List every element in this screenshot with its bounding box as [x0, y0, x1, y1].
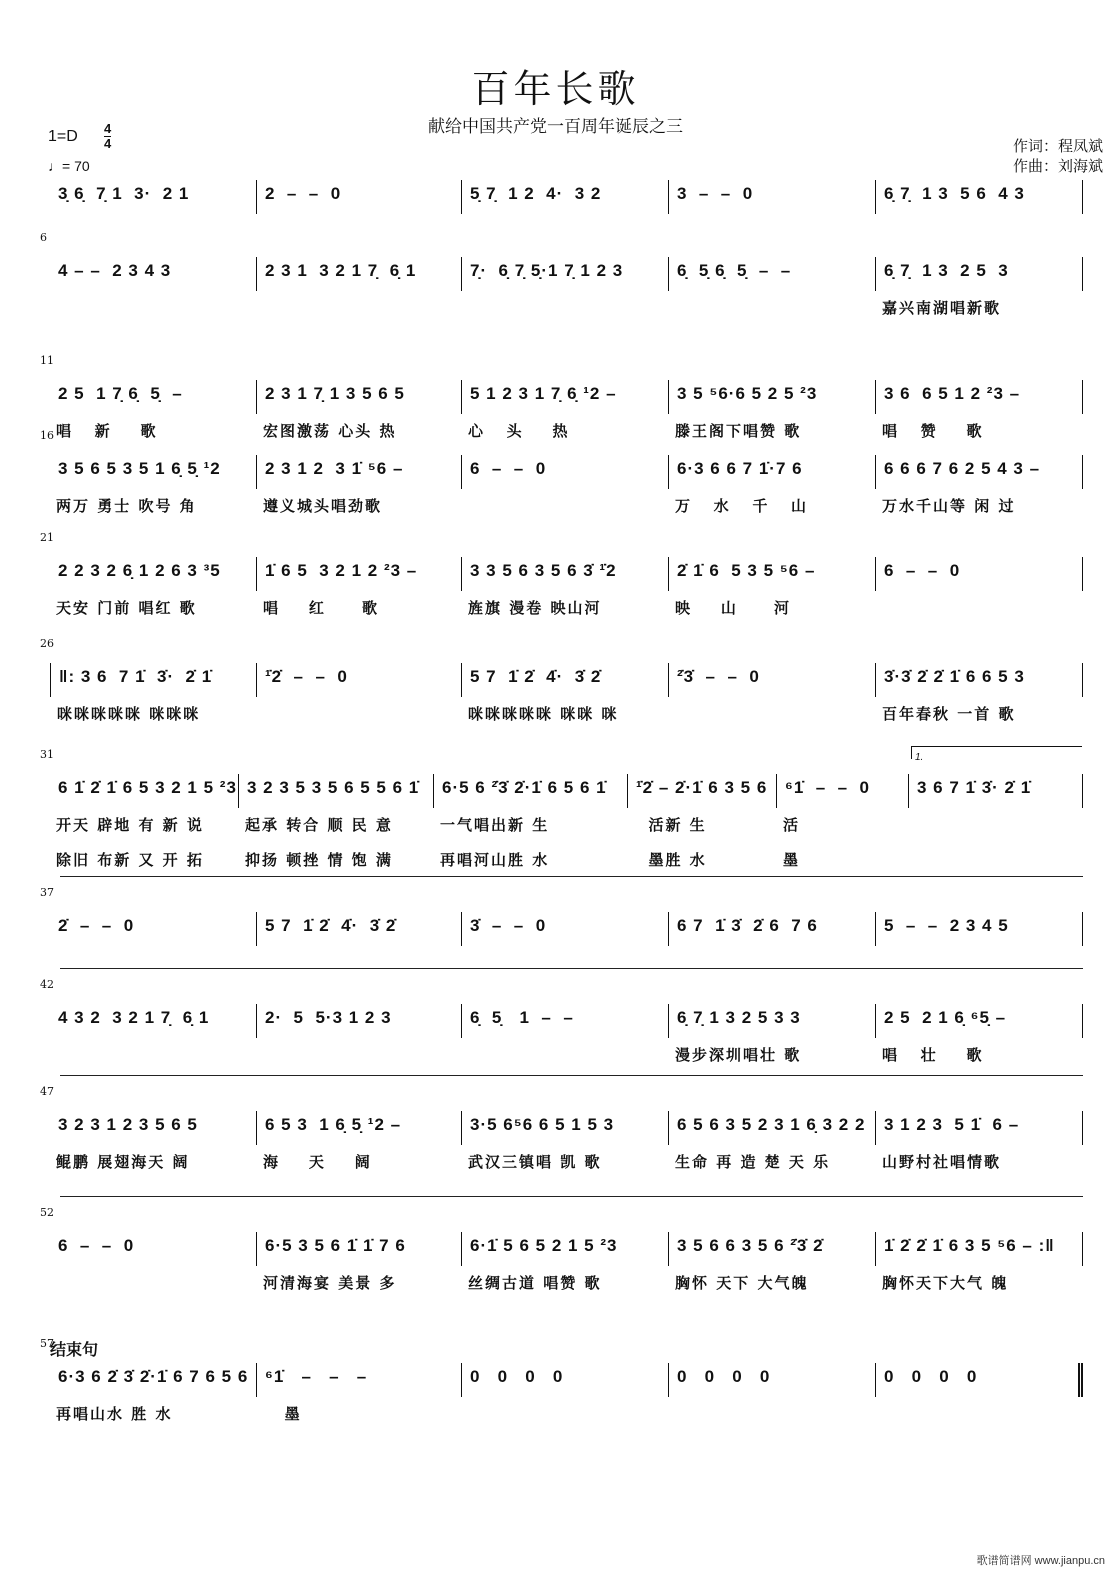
- lyric-verse-1: 开天 辟地 有 新 说: [56, 816, 204, 834]
- measure-notes: 2 3 1 3 2 1 7̣ 6̣ 1: [265, 261, 417, 280]
- measure-number: 57: [40, 1337, 54, 1350]
- measure-notes: 2̇ – – 0: [58, 916, 135, 935]
- measure: [256, 380, 461, 440]
- lyric-verse-1: 丝绸古道 唱赞 歌: [468, 1274, 602, 1292]
- measure-notes: 2 5 2 1 6̣ ⁶5̣ –: [884, 1008, 1007, 1027]
- measure: [875, 1363, 1083, 1397]
- volta-line: [60, 1196, 1083, 1197]
- measure: [50, 1004, 256, 1038]
- measure-number: 11: [40, 354, 54, 367]
- measure-notes: 3̇ – – 0: [470, 916, 547, 935]
- measure: [256, 1363, 461, 1423]
- measure: [875, 1004, 1083, 1064]
- lyric-verse-1: 咪咪咪咪咪 咪咪咪: [57, 705, 201, 723]
- measure-notes: 1̇ 2̇ 2̇ 1̇ 6 3 5 ⁵6 – :‖: [884, 1236, 1055, 1255]
- measure-notes: 5 1 2 3 1 7̣ 6̣ ¹2 –: [470, 384, 617, 403]
- measure: [50, 455, 256, 515]
- measure-notes: 6 1̇ 2̇ 1̇ 6 5 3 2 1 5 ²3: [58, 778, 237, 797]
- measure: [256, 257, 461, 291]
- measure: [668, 1232, 875, 1292]
- lyric-verse-1: 宏图激荡 心头 热: [263, 422, 397, 440]
- measure-notes: 3 – – 0: [677, 184, 754, 203]
- measure: [461, 455, 668, 489]
- measure-notes: 3̇·3̇ 2̇ 2̇ 1̇ 6 6 5 3: [884, 667, 1025, 686]
- measure: [50, 257, 256, 291]
- measure-number: 31: [40, 748, 54, 761]
- lyric-verse-1: 海 天 阔: [263, 1153, 372, 1171]
- measure: [668, 557, 875, 617]
- lyric-verse-1: 百年春秋 一首 歌: [882, 705, 1016, 723]
- lyric-verse-1: 咪咪咪咪咪 咪咪 咪: [468, 705, 619, 723]
- measure-notes: 3 5 6 5 3 5 1 6̣ 5̣ ¹2: [58, 459, 221, 478]
- measure: [461, 663, 668, 723]
- site-watermark: 歌谱简谱网 www.jianpu.cn: [976, 1555, 1105, 1567]
- lyric-verse-1: 万 水 千 山: [675, 497, 808, 515]
- measure-notes: ⁶1̇ – – –: [265, 1367, 368, 1386]
- lyric-verse-1: 万水千山等 闲 过: [882, 497, 1016, 515]
- measure: [256, 557, 461, 617]
- volta-line: [60, 1075, 1083, 1076]
- measure-notes: 6 5 6 3 5 2 3 1 6̣ 3 2 2: [677, 1115, 866, 1134]
- staff-system: [0, 1337, 1111, 1423]
- measure-notes: 5 – – 2 3 4 5: [884, 916, 1009, 935]
- volta-line: [60, 876, 1083, 877]
- measure-notes: 6̣ 7̣ 1 3 2 5 3: [884, 261, 1009, 280]
- measure-notes: 6 7 1̇ 3̇ 2̇ 6 7 6: [677, 916, 818, 935]
- measure-notes: 5 7 1̇ 2̇ 4̇· 3̇ 2̇: [470, 667, 602, 686]
- measure: [50, 1232, 256, 1266]
- measure: [461, 1004, 668, 1038]
- measure: [50, 663, 256, 723]
- lyric-verse-1: 活: [783, 816, 801, 834]
- measure: [256, 912, 461, 946]
- lyric-verse-1: 一气唱出新 生: [440, 816, 550, 834]
- measure: [461, 912, 668, 946]
- volta-bracket: [911, 746, 1082, 763]
- lyric-verse-1: 武汉三镇唱 凯 歌: [468, 1153, 602, 1171]
- measure: [461, 1111, 668, 1171]
- measure-notes: 2 – – 0: [265, 184, 342, 203]
- time-signature-top: 4: [104, 121, 112, 136]
- staff-system: [0, 886, 1111, 952]
- measure-notes: 2· 5 5·3 1 2 3: [265, 1008, 392, 1027]
- measure-notes: 2 2 3 2 6̣ 1 2 6 3 ³5: [58, 561, 221, 580]
- measure-notes: 3̣ 6̣ 7̣ 1 3· 2 1: [58, 184, 190, 203]
- measure-notes: ¹̇2̇ – 2̇·1̇ 6 3 5 6: [636, 778, 768, 797]
- measure-notes: 7̣· 6̣ 7̣ 5̣·1 7̣ 1 2 3: [470, 261, 624, 280]
- measure: [50, 774, 238, 869]
- measure: [461, 1363, 668, 1397]
- measure-notes: 3 3 5 6 3 5 6 3̇ ¹̇2: [470, 561, 617, 580]
- measure-notes: 6̣ 5̣ 1 – –: [470, 1008, 574, 1027]
- measure: [50, 380, 256, 440]
- lyric-verse-1: 起承 转合 顺 民 意: [245, 816, 393, 834]
- measure-notes: 1̇ 6 5 3 2 1 2 ²3 –: [265, 561, 418, 580]
- lyric-verse-1: 山野村社唱情歌: [882, 1153, 1002, 1171]
- measure-notes: ²̇3̇ – – 0: [677, 667, 760, 686]
- measure-notes: 0 0 0 0: [884, 1367, 978, 1386]
- measure: [50, 557, 256, 617]
- measure: [875, 257, 1083, 317]
- measure: [668, 663, 875, 697]
- lyric-verse-1: 唱 壮 歌: [882, 1046, 984, 1064]
- time-signature: [104, 122, 111, 151]
- measure: [875, 1232, 1083, 1292]
- measure-notes: 2 3 1 2 3 1̇ ⁵6 –: [265, 459, 404, 478]
- lyric-verse-1: 遵义城头唱劲歌: [263, 497, 383, 515]
- lyric-verse-2: 再唱河山胜 水: [440, 851, 550, 869]
- measure-notes: 3 1 2 3 5 1̇ 6 –: [884, 1115, 1020, 1134]
- measure-number: 21: [40, 531, 54, 544]
- time-signature-bottom: 4: [104, 136, 112, 151]
- measure-notes: 3·5 6⁵6 6 5 1 5 3: [470, 1115, 615, 1134]
- measure: [461, 557, 668, 617]
- lyric-verse-1: 活新 生: [634, 816, 707, 834]
- lyric-verse-1: 心 头 热: [468, 422, 570, 440]
- page-title: 百年长歌: [471, 67, 640, 111]
- composer: 作曲：刘海斌: [1012, 157, 1103, 175]
- measure: [461, 380, 668, 440]
- measure: [256, 455, 461, 515]
- staff-system: [0, 531, 1111, 617]
- measure-notes: 0 0 0 0: [677, 1367, 771, 1386]
- measure: [668, 912, 875, 946]
- staff-system: [0, 1085, 1111, 1171]
- measure: [875, 380, 1083, 440]
- measure-notes: 6̣ 7̣ 1 3 5 6 4 3: [884, 184, 1025, 203]
- measure-notes: 2̇ 1̇ 6 5 3 5 ⁵6 –: [677, 561, 816, 580]
- measure-notes: 6·5 6 ²̇3̇ 2̇·1̇ 6 5 6 1̇: [442, 778, 607, 797]
- measure-notes: ¹̇2̇ – – 0: [265, 667, 348, 686]
- measure-number: 42: [40, 978, 54, 991]
- lyric-verse-1: 唱 红 歌: [263, 599, 379, 617]
- measure: [668, 180, 875, 214]
- measure-notes: 5̣ 7̣ 1 2 4· 3 2: [470, 184, 602, 203]
- measure-notes: 3 2 3 1 2 3 5 6 5: [58, 1115, 198, 1134]
- measure: [50, 912, 256, 946]
- measure: [50, 180, 256, 214]
- measure-notes: 4 3 2 3 2 1 7̣ 6̣ 1: [58, 1008, 210, 1027]
- measure: [668, 455, 875, 515]
- lyric-verse-1: 河清海宴 美景 多: [263, 1274, 397, 1292]
- measure-notes: 3 6 7 1̇ 3̇· 2̇ 1̇: [917, 778, 1032, 797]
- measure: [668, 257, 875, 291]
- measure-notes: ‖: 3 6 7 1̇ 3̇· 2̇ 1̇: [59, 667, 213, 686]
- measure-number: 52: [40, 1206, 54, 1219]
- measure: [256, 180, 461, 214]
- tempo-marking: ♩= 70: [48, 158, 90, 174]
- staff-system: [0, 1206, 1111, 1292]
- measure-notes: 0 0 0 0: [470, 1367, 564, 1386]
- measure: [875, 180, 1083, 214]
- measure: [668, 380, 875, 440]
- lyric-verse-2: 抑扬 顿挫 情 饱 满: [245, 851, 393, 869]
- lyric-verse-1: 胸怀天下大气 魄: [882, 1274, 1009, 1292]
- measure: [668, 1004, 875, 1064]
- measure-number: 37: [40, 886, 54, 899]
- lyric-verse-1: 唱 赞 歌: [882, 422, 984, 440]
- volta-line: [60, 968, 1083, 969]
- lyric-verse-2: 墨胜 水: [634, 851, 707, 869]
- measure-notes: 4 – – 2 3 4 3: [58, 261, 172, 280]
- measure-notes: 5 7 1̇ 2̇ 4̇· 3̇ 2̇: [265, 916, 397, 935]
- measure-notes: 6·5 3 5 6 1̇ 1̇ 7 6: [265, 1236, 406, 1255]
- lyric-verse-1: 再唱山水 胜 水: [56, 1405, 173, 1423]
- staff-system: [0, 748, 1111, 869]
- measure: [908, 752, 1083, 808]
- measure: [461, 180, 668, 214]
- measure-notes: ⁶1̇ – – 0: [785, 778, 870, 797]
- measure-notes: 6·3 6 2̇ 3̇ 2̇·1̇ 6 7 6 5 6: [58, 1367, 249, 1386]
- lyric-verse-1: 生命 再 造 楚 天 乐: [675, 1153, 831, 1171]
- lyricist: 作词：程凤斌: [1012, 137, 1103, 155]
- staff-system: [0, 180, 1111, 220]
- measure: [461, 257, 668, 291]
- lyric-verse-1: 两万 勇士 吹号 角: [56, 497, 197, 515]
- lyric-verse-1: 漫步深圳唱壮 歌: [675, 1046, 802, 1064]
- measure: [50, 1363, 256, 1423]
- measure: [461, 1232, 668, 1292]
- measure: [238, 774, 433, 869]
- measure-notes: 6 5 3 1 6̣ 5̣ ¹2 –: [265, 1115, 402, 1134]
- measure: [875, 912, 1083, 946]
- measure-number: 6: [40, 231, 47, 244]
- measure-notes: 6 – – 0: [470, 459, 547, 478]
- measure: [627, 774, 776, 869]
- measure-notes: 6̣ 7̣ 1 3 2 5 3 3: [677, 1008, 801, 1027]
- measure-notes: 3 5 ⁵6·6 5 2 5 ²3: [677, 384, 818, 403]
- measure: [875, 663, 1083, 723]
- measure: [668, 1363, 875, 1397]
- measure-notes: 6̣ 5̣ 6̣ 5̣ – –: [677, 261, 792, 280]
- measure-number: 47: [40, 1085, 54, 1098]
- lyric-verse-1: 天安 门前 唱红 歌: [56, 599, 197, 617]
- lyric-verse-2: 除旧 布新 又 开 拓: [56, 851, 204, 869]
- credits: [1013, 136, 1103, 176]
- lyric-verse-1: 胸怀 天下 大气魄: [675, 1274, 809, 1292]
- measure: [256, 1004, 461, 1038]
- staff-system: [0, 978, 1111, 1064]
- ending-label: 结束句: [50, 1340, 99, 1359]
- measure-notes: 3 5 6 6 3 5 6 ²̇3̇ 2̇: [677, 1236, 824, 1255]
- measure: [256, 1232, 461, 1292]
- lyric-verse-1: 鲲鹏 展翅海天 阔: [56, 1153, 190, 1171]
- lyric-verse-1: 嘉兴南湖唱新歌: [882, 299, 1002, 317]
- measure-notes: 6 – – 0: [58, 1236, 135, 1255]
- lyric-verse-1: 滕王阁下唱赞 歌: [675, 422, 802, 440]
- measure-notes: 6 – – 0: [884, 561, 961, 580]
- measure-notes: 6·1̇ 5 6 5 2 1 5 ²3: [470, 1236, 618, 1255]
- measure-number: 26: [40, 637, 54, 650]
- measure-notes: 2 3 1 7̣ 1 3 5 6 5: [265, 384, 405, 403]
- measure: [875, 1111, 1083, 1171]
- measure: [668, 1111, 875, 1171]
- key-signature: 1=D: [48, 128, 78, 145]
- staff-system: [0, 637, 1111, 723]
- measure: [433, 774, 627, 869]
- subtitle: 献给中国共产党一百周年诞辰之三: [428, 117, 683, 137]
- lyric-verse-1: 墨: [263, 1405, 302, 1423]
- measure-notes: 3 2 3 5 3 5 6 5 5 6 1̇: [247, 778, 420, 797]
- measure: [256, 1111, 461, 1171]
- volta-label: 1.: [915, 752, 924, 763]
- measure-notes: 3 6 6 5 1 2 ²3 –: [884, 384, 1021, 403]
- measure-notes: 6·3 6 6 7 1̇·7 6: [677, 459, 803, 478]
- measure: [875, 557, 1083, 591]
- measure-number: 16: [40, 429, 54, 442]
- lyric-verse-2: 墨: [783, 851, 801, 869]
- measure: [50, 1111, 256, 1171]
- measure-notes: 2 5 1 7̣ 6̣ 5̣ –: [58, 384, 183, 403]
- measure-notes: 6 6 6 7 6 2 5 4 3 –: [884, 459, 1041, 478]
- lyric-verse-1: 唱 新 歌: [56, 422, 158, 440]
- measure: [875, 455, 1083, 515]
- measure: [776, 774, 908, 869]
- lyric-verse-1: 旌旗 漫卷 映山河: [468, 599, 602, 617]
- lyric-verse-1: 映 山 河: [675, 599, 791, 617]
- staff-system: [0, 231, 1111, 317]
- measure: [256, 663, 461, 697]
